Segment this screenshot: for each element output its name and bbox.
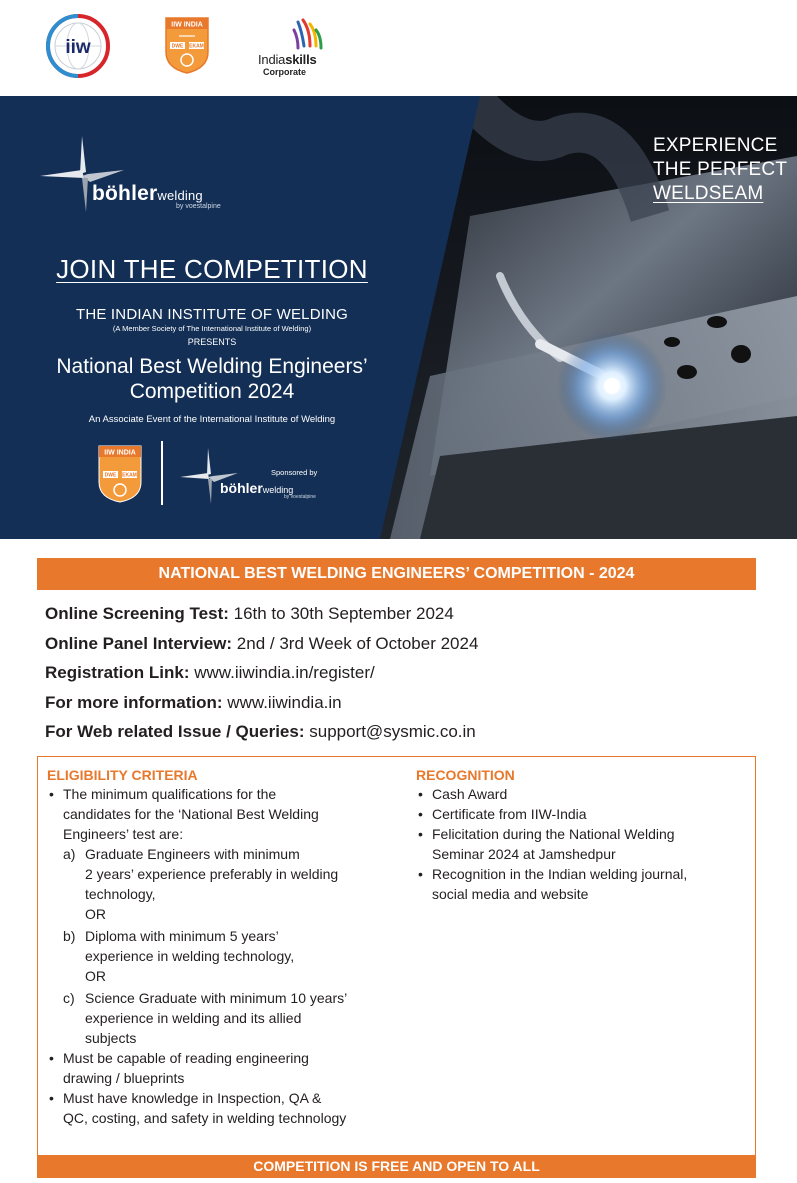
svg-text:IIW INDIA: IIW INDIA <box>104 449 136 457</box>
institute-name: THE INDIAN INSTITUTE OF WELDING <box>75 306 349 323</box>
indiaskills-wordmark: Indiaskills <box>258 52 317 67</box>
tagline: EXPERIENCE THE PERFECT WELDSEAM <box>653 135 788 204</box>
institute-subtitle: (A Member Society of The International Institute of Welding) <box>112 324 312 333</box>
criteria-box <box>37 756 756 1178</box>
svg-text:iiw: iiw <box>65 37 91 58</box>
sponsor-brand-sub: by voestalpine <box>284 494 316 500</box>
bohler-brand: böhlerwelding <box>92 182 203 205</box>
svg-text:DWE: DWE <box>171 43 184 50</box>
qualification-option-c: c) Science Graduate with minimum 10 years’ experience in welding and its allied subjects <box>63 990 348 1046</box>
info-row-panel-interview: Online Panel Interview: 2nd / 3rd Week of October 2024 <box>45 633 479 653</box>
competition-banner: NATIONAL BEST WELDING ENGINEERS’ COMPETITION - 2024 <box>37 558 756 590</box>
recognition-section <box>416 766 746 904</box>
registration-link[interactable]: www.iiwindia.in/register/ <box>194 663 375 683</box>
iiw-india-logo-small <box>97 444 143 504</box>
qualification-options <box>47 844 397 1048</box>
recognition-item-felicitation: • Felicitation during the National Welding Seminar 2024 at Jamshedpur <box>416 824 746 864</box>
competition-title: National Best Welding Engineers’ Competition 2024 <box>56 355 368 403</box>
iiw-india-logo <box>164 16 210 74</box>
or-separator: OR <box>85 906 106 922</box>
recognition-item-journal: • Recognition in the Indian welding journal, social media and website <box>416 864 746 904</box>
info-list <box>45 601 765 749</box>
qualification-option-b: b) Diploma with minimum 5 years’ experience in welding technology, <box>63 928 295 964</box>
hero-banner <box>0 96 797 539</box>
eligibility-title: ELIGIBILITY CRITERIA <box>47 767 198 783</box>
svg-text:IIW INDIA: IIW INDIA <box>171 21 203 29</box>
indiaskills-logo <box>258 18 338 78</box>
recognition-item-cash-award: • Cash Award <box>416 784 746 804</box>
presents-label: PRESENTS <box>187 337 237 347</box>
bohler-brand-sub: by voestalpine <box>176 203 221 210</box>
website-link[interactable]: www.iiwindia.in <box>227 692 342 712</box>
indiaskills-swoosh-icon <box>258 18 338 52</box>
eligibility-bullet-drawings: • Must be capable of reading engineering drawing / blueprints <box>47 1048 397 1088</box>
sponsor-brand: böhlerwelding <box>220 480 294 496</box>
or-separator: OR <box>85 968 106 984</box>
svg-text:EKAM: EKAM <box>189 43 204 50</box>
info-row-registration-link: Registration Link: www.iiwindia.in/register/ <box>45 663 375 683</box>
svg-text:DWE: DWE <box>104 472 117 479</box>
join-heading: JOIN THE COMPETITION <box>56 254 368 284</box>
support-email-link[interactable]: support@sysmic.co.in <box>309 722 476 742</box>
associate-event-text: An Associate Event of the International Institute of Welding <box>88 414 336 425</box>
logo-strip <box>0 0 797 96</box>
iiw-logo <box>46 14 110 78</box>
qualification-option-a: a) Graduate Engineers with minimum 2 years’ experience preferably in welding technology, <box>63 846 339 902</box>
footer-banner: COMPETITION IS FREE AND OPEN TO ALL <box>38 1155 755 1177</box>
info-row-web-queries: For Web related Issue / Queries: support@sysmic.co.in <box>45 722 476 742</box>
recognition-title: RECOGNITION <box>416 767 515 783</box>
logo-divider <box>161 441 163 505</box>
info-row-screening-test: Online Screening Test: 16th to 30th September 2024 <box>45 604 454 623</box>
svg-text:EKAM: EKAM <box>122 472 137 479</box>
indiaskills-subtitle: Corporate <box>263 67 307 77</box>
recognition-item-certificate: • Certificate from IIW-India <box>416 804 746 824</box>
eligibility-bullet-qualifications: • The minimum qualifications for the candidates for the ‘National Best Welding Engineers’ test are: <box>47 784 397 844</box>
eligibility-section <box>47 766 397 1128</box>
eligibility-bullet-knowledge: • Must have knowledge in Inspection, QA & QC, costing, and safety in welding technology <box>47 1088 397 1128</box>
sponsored-by-label: Sponsored by <box>271 468 318 477</box>
info-row-more-information: For more information: www.iiwindia.in <box>45 692 342 712</box>
